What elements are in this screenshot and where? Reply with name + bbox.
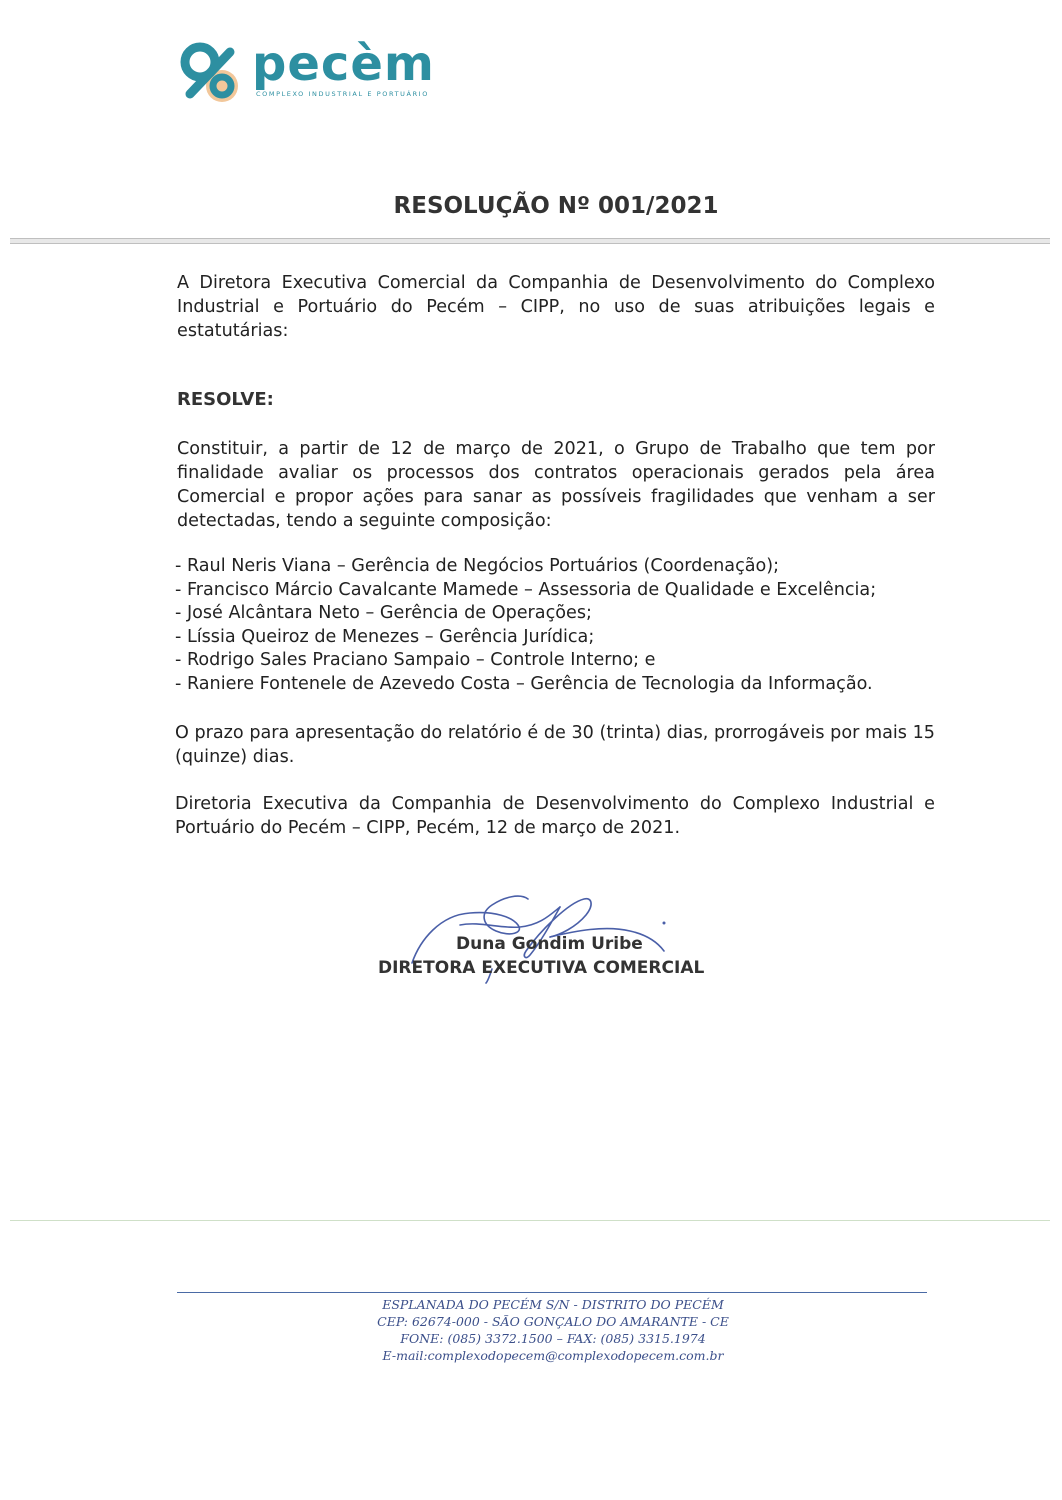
logo-tagline: COMPLEXO INDUSTRIAL E PORTUÁRIO bbox=[256, 90, 429, 98]
resolution-paragraph: Constituir, a partir de 12 de março de 2021, o Grupo de Trabalho que tem por finalidade avaliar os processos dos contratos operacionais gerados pela área Comercial e propor ações para sanar as possíveis fragilidades que venham a ser detectadas, tendo a seguinte composição: bbox=[177, 439, 935, 531]
footer-address-line: ESPLANADA DO PECÉM S/N - DISTRITO DO PECÉM bbox=[382, 1297, 724, 1312]
document-title: RESOLUÇÃO Nº 001/2021 bbox=[393, 193, 719, 219]
list-item: - Rodrigo Sales Praciano Sampaio – Controle Interno; e bbox=[175, 650, 656, 671]
footer-cep-line: CEP: 62674-000 - SÃO GONÇALO DO AMARANTE - CE bbox=[377, 1314, 729, 1329]
pecem-logo-icon bbox=[180, 42, 244, 106]
footer-divider bbox=[10, 1220, 1050, 1221]
list-item: - Líssia Queiroz de Menezes – Gerência Jurídica; bbox=[175, 626, 595, 647]
list-item: - Francisco Márcio Cavalcante Mamede – Assessoria de Qualidade e Excelência; bbox=[175, 579, 877, 600]
list-item: - José Alcântara Neto – Gerência de Operações; bbox=[175, 603, 592, 624]
signer-name: Duna Gondim Uribe bbox=[456, 934, 643, 954]
resolve-heading: RESOLVE: bbox=[177, 389, 274, 410]
footer-phone-line: FONE: (085) 3372.1500 – FAX: (085) 3315.1974 bbox=[400, 1331, 706, 1346]
logo-wordmark: pecèm bbox=[252, 36, 435, 92]
signer-role: DIRETORA EXECUTIVA COMERCIAL bbox=[378, 958, 705, 978]
deadline-paragraph: O prazo para apresentação do relatório é de 30 (trinta) dias, prorrogáveis por mais 15 (quinze) dias. bbox=[175, 723, 935, 767]
company-logo bbox=[180, 36, 460, 110]
intro-paragraph: A Diretora Executiva Comercial da Companhia de Desenvolvimento do Complexo Industrial e Portuário do Pecém – CIPP, no uso de suas atribuições legais e estatutárias: bbox=[177, 273, 935, 341]
address-rule bbox=[177, 1292, 927, 1293]
header-divider bbox=[10, 238, 1050, 244]
member-list bbox=[175, 555, 935, 697]
closing-paragraph: Diretoria Executiva da Companhia de Desenvolvimento do Complexo Industrial e Portuário do Pecém – CIPP, Pecém, 12 de março de 2021. bbox=[175, 794, 935, 838]
footer-address bbox=[0, 1296, 1062, 1364]
list-item: - Raniere Fontenele de Azevedo Costa – Gerência de Tecnologia da Informação. bbox=[175, 673, 873, 694]
list-item: - Raul Neris Viana – Gerência de Negócios Portuários (Coordenação); bbox=[175, 556, 780, 576]
footer-email-line: E-mail:complexodopecem@complexodopecem.com.br bbox=[382, 1348, 724, 1363]
